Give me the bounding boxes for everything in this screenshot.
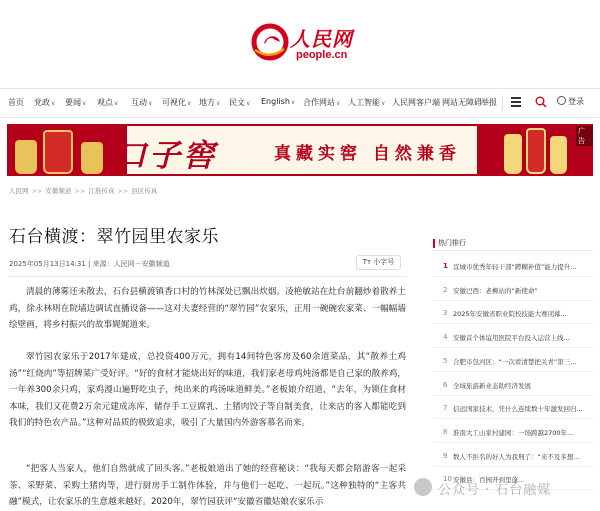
chevron-down-icon: ∨ <box>216 100 221 107</box>
article-paragraph: 翠竹园农家乐于2017年建成，总投资400万元，拥有14间特色客房及60余道菜品，其“散养土鸡汤”“红烧肉”等招牌菜广受好评。“好的食材才能烧出好的味道，我们家老母鸡炖汤都是自己家的散养鸡，一年养300余只鸡，家鸡漫山遍野吃虫子，炖出来的鸡汤味道鲜美。”老板娘介绍道，“去年，为锁住食材本味，我们又花费2万余元建成冻库，储存手工豆腐乳、土猪肉饺子等自制美食，让来店的客人都能吃到我们的特色农产品。”这种对品质的极致追求，吸引了大量国内外游客慕名而来。 <box>9 352 406 429</box>
rank-number: 10 <box>443 475 452 484</box>
sidebar-title: 热门排行 <box>433 239 466 248</box>
nav-item[interactable] <box>162 97 191 108</box>
nav-item[interactable] <box>442 97 482 108</box>
login-label: 登录 <box>568 97 584 106</box>
banner-ad[interactable] <box>7 124 593 176</box>
rank-number: 5 <box>443 356 448 365</box>
rank-number: 6 <box>443 380 448 389</box>
hot-list-item[interactable] <box>433 279 593 301</box>
nav-item[interactable] <box>392 97 440 108</box>
hot-list-item[interactable] <box>433 445 593 467</box>
breadcrumb-link[interactable]: 安徽频道 <box>45 187 72 195</box>
article-paragraph: “把客人当家人，他们自然就成了回头客。”老板娘道出了她的经营秘诀：“我每天都会陪游客一起采茶、采野菜、采购土猪肉等，进行厨房手工制作体验，并与他们一起吃、一起玩。”这种独特的“主客共融”模式，让农家乐的生意越来越好。2020年，翠竹园获评“安徽省徽姑娘农家乐示 <box>9 464 406 508</box>
article-meta: 2025年05月13日14:31 | 来源：人民网－安徽频道 <box>9 260 170 268</box>
nav-item-label: 人工智能 <box>348 98 380 107</box>
watermark <box>414 474 594 500</box>
bottle-icon <box>526 128 546 174</box>
site-header <box>0 0 600 88</box>
nav-item[interactable] <box>65 97 86 108</box>
site-logo[interactable] <box>250 22 360 66</box>
breadcrumb-link[interactable]: 县区传真 <box>131 187 158 195</box>
rank-number: 2 <box>443 285 448 294</box>
wechat-icon <box>414 478 432 496</box>
nav-item-label: 地方 <box>199 98 215 107</box>
nav-item-label: 合作网站 <box>303 98 335 107</box>
hot-item-title: 信远国家技术，凭什么连续数十年激发回归... <box>453 405 583 414</box>
hot-item-title: 安徽巴西：老柳站的“新使命” <box>453 286 538 295</box>
banner-slogan: 真藏实窖 自然兼香 <box>274 144 461 164</box>
breadcrumb-separator: >> <box>74 187 86 195</box>
ad-tag: 广告 <box>576 126 593 146</box>
nav-item-label: 党政 <box>34 98 50 107</box>
nav-item-label: English <box>261 97 290 106</box>
breadcrumb-link[interactable]: 江淮传真 <box>88 187 115 195</box>
nav-item[interactable] <box>8 97 24 108</box>
bottle-icon <box>81 142 103 174</box>
hot-item-title: 淮南大工山家村建园：一场跨越2700年... <box>453 428 574 437</box>
hot-list-item[interactable] <box>433 302 593 324</box>
font-size-button[interactable]: Tт 小字号 <box>356 255 401 270</box>
hot-list-item[interactable] <box>433 421 593 443</box>
nav-item-label: 互动 <box>131 98 147 107</box>
nav-item-label: 网站无障碍 <box>442 98 482 107</box>
login-button[interactable] <box>557 96 584 107</box>
chevron-down-icon: ∨ <box>51 100 56 107</box>
logo-swirl-icon <box>250 22 290 62</box>
hot-item-title: 全域旅游新业态助经济发展 <box>453 381 531 390</box>
hot-item-title: 合肥市包河区：“一次看清楚把关青”第三... <box>453 357 577 366</box>
nav-item-label: 要闻 <box>65 98 81 107</box>
hot-list-item[interactable] <box>433 397 593 419</box>
logo-domain: people.cn <box>296 49 348 61</box>
hot-item-title: 安徽首个体谊用医院平台投入运营上线... <box>453 334 570 343</box>
nav-item[interactable] <box>303 97 340 108</box>
nav-divider <box>502 95 503 111</box>
bottle-icon <box>43 130 73 174</box>
search-icon[interactable] <box>535 96 547 108</box>
nav-item[interactable] <box>199 97 220 108</box>
logo-wordmark: 人民网 <box>290 27 353 51</box>
hot-item-title: 2025年安徽省职业院校技能大赛闭幕... <box>453 310 567 319</box>
chevron-down-icon: ∨ <box>246 100 251 107</box>
hot-list-item[interactable] <box>433 350 593 372</box>
rank-number: 1 <box>443 262 448 270</box>
breadcrumb-separator: >> <box>117 187 129 195</box>
chevron-down-icon: ∨ <box>381 100 386 107</box>
article-title: 石台横渡：翠竹园里农家乐 <box>9 227 219 247</box>
bottle-icon <box>15 140 37 174</box>
chevron-down-icon: ∨ <box>148 100 153 107</box>
nav-item-label: 首页 <box>8 98 24 107</box>
bottle-icon <box>550 136 567 174</box>
hot-item-title: 安徽县：百园开到里蓬... <box>453 476 525 485</box>
watermark-text: 公众号 · 石台融媒 <box>438 483 552 498</box>
chevron-down-icon: ∨ <box>336 100 341 107</box>
rank-number: 7 <box>443 404 448 413</box>
hot-item-title: 宣城市优秀年轻干部“蹲糊补值”能力提升... <box>453 263 577 271</box>
chevron-down-icon: ∨ <box>82 100 87 107</box>
rank-number: 4 <box>443 333 448 342</box>
rank-number: 3 <box>443 309 448 318</box>
nav-item-label: 人民网客户端 <box>392 98 440 107</box>
rank-number: 8 <box>443 427 448 436</box>
hot-list-item[interactable] <box>433 374 593 396</box>
nav-item[interactable] <box>348 97 385 108</box>
hot-list-item[interactable] <box>433 255 593 277</box>
banner-brand: 口子窖 <box>115 138 217 174</box>
breadcrumb-separator: >> <box>31 187 43 195</box>
nav-item[interactable] <box>131 97 152 108</box>
nav-item-label: 观点 <box>97 98 113 107</box>
chevron-down-icon: ∨ <box>290 99 296 106</box>
bottle-icon <box>504 134 522 174</box>
breadcrumb <box>9 186 157 195</box>
divider <box>9 276 406 277</box>
nav-item-label: 举报 <box>481 98 497 107</box>
nav-item-label: 可视化 <box>162 98 186 107</box>
nav-item[interactable] <box>97 97 118 108</box>
hamburger-menu-icon[interactable] <box>511 97 521 107</box>
main-nav <box>0 88 600 118</box>
nav-item-label: 民文 <box>229 98 245 107</box>
hot-item-title: 数人不拒名的好人为我刑了：“来不及多想... <box>453 452 580 461</box>
nav-item[interactable] <box>34 97 55 108</box>
article-paragraph: 清晨的薄雾还未散去，石台县横渡镇香口村的竹林深处已飘出炊烟。凌艳敏站在灶台前翻炒着散养土鸡，徐永林则在院墙边调试直播设备——这对夫妻经营的“翠竹园”农家乐，正用一碗碗农家菜、一幅幅墙绘壁画，将乡村振兴的故事娓娓道来。 <box>9 287 406 331</box>
nav-item[interactable] <box>229 97 250 108</box>
chevron-down-icon: ∨ <box>114 100 119 107</box>
chevron-down-icon: ∨ <box>187 100 192 107</box>
rank-number: 9 <box>443 451 448 460</box>
sidebar-header <box>433 234 593 251</box>
nav-item[interactable] <box>261 97 295 106</box>
breadcrumb-link[interactable]: 人民网 <box>9 187 29 195</box>
nav-item[interactable] <box>481 97 497 108</box>
user-icon <box>557 96 566 105</box>
hot-list-item[interactable] <box>433 326 593 348</box>
